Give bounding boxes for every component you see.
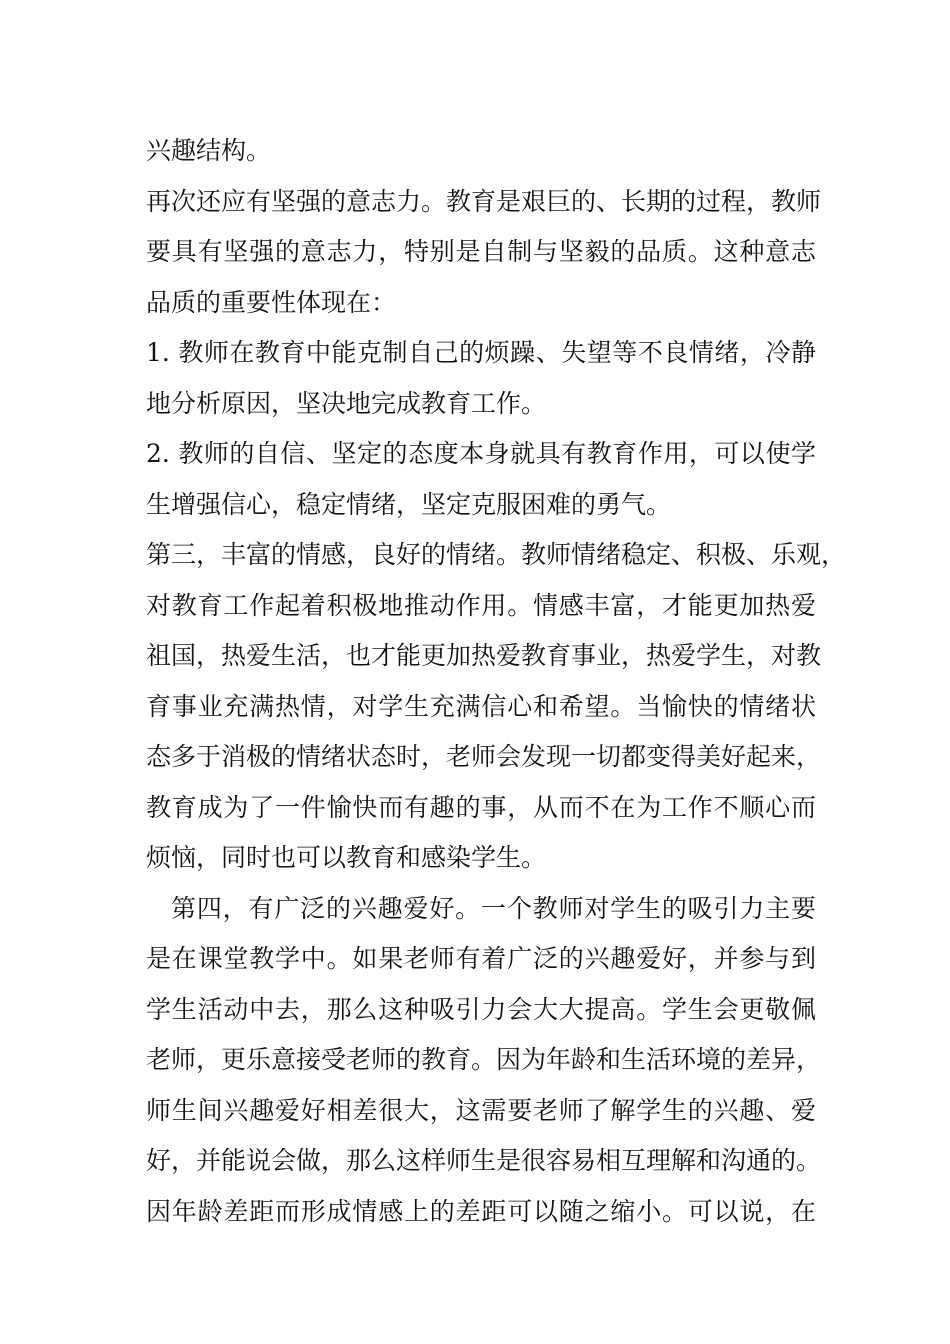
text-line: 要具有坚强的意志力，特别是自制与坚毅的品质。这种意志 [146,237,816,266]
text-line: 兴趣结构。 [146,136,272,165]
text-line: 好，并能说会做，那么这样师生是很容易相互理解和沟通的。 [146,1146,822,1175]
text-line: 学生活动中去，那么这种吸引力会大大提高。学生会更敬佩 [146,994,816,1024]
text-line: 对教育工作起着积极地推动作用。情感丰富，才能更加热爱 [146,590,816,620]
text-line: 第三，丰富的情感，良好的情绪。教师情绪稳定、积极、乐观， [146,540,847,569]
text-line: 2. 教师的自信、坚定的态度本身就具有教育作用，可以使学 [146,439,816,468]
text-line: 因年龄差距而形成情感上的差距可以随之缩小。可以说，在 [146,1196,816,1226]
text-line: 老师，更乐意接受老师的教育。因为年龄和生活环境的差异， [146,1045,822,1074]
body-text [146,126,847,1237]
text-line: 再次还应有坚强的意志力。教育是艰巨的、长期的过程，教师 [146,186,822,216]
text-line: 态多于消极的情绪状态时，老师会发现一切都变得美好起来， [146,742,822,771]
text-line: 育事业充满热情，对学生充满信心和希望。当愉快的情绪状 [146,691,816,721]
text-line: 第四，有广泛的兴趣爱好。一个教师对学生的吸引力主要 [171,893,816,923]
text-line: 生增强信心，稳定情绪，坚定克服困难的勇气。 [146,489,672,519]
text-line: 品质的重要性体现在： [146,287,397,317]
text-line: 是在课堂教学中。如果老师有着广泛的兴趣爱好，并参与到 [146,944,816,973]
text-line: 1. 教师在教育中能克制自己的烦躁、失望等不良情绪，冷静 [146,338,816,367]
text-line: 祖国，热爱生活，也才能更加热爱教育事业，热爱学生，对教 [146,641,822,670]
text-line: 教育成为了一件愉快而有趣的事，从而不在为工作不顺心而 [146,792,816,822]
text-line: 烦恼，同时也可以教育和感染学生。 [146,843,547,872]
text-line: 师生间兴趣爱好相差很大，这需要老师了解学生的兴趣、爱 [146,1095,816,1125]
text-line: 地分析原因，坚决地完成教育工作。 [146,388,547,418]
